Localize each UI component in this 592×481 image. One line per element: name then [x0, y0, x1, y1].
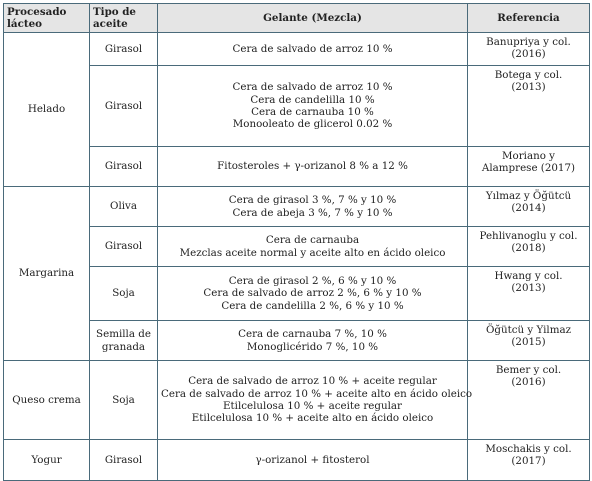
- referencia-line: (2014): [511, 202, 546, 215]
- referencia-cell: [468, 66, 590, 147]
- gelante-cell: [158, 66, 468, 147]
- aceite-cell: Girasol: [90, 33, 158, 66]
- gelant-table: [3, 3, 590, 481]
- aceite-cell: Soja: [90, 267, 158, 321]
- referencia-line: Pehlivanoglu y col.: [479, 230, 578, 242]
- aceite-cell: Oliva: [90, 187, 158, 227]
- gelante-cell: [158, 33, 468, 66]
- referencia-line: (2018): [511, 242, 546, 255]
- gelante-line: Cera de salvado de arroz 2 %, 6 % y 10 %: [203, 287, 422, 300]
- header-gelante: Gelante (Mezcla): [158, 4, 468, 33]
- referencia-line: (2013): [511, 81, 546, 94]
- gelante-line: Cera de salvado de arroz 10 % + aceite alto en ácido oleico: [161, 387, 473, 400]
- aceite-cell: Girasol: [90, 440, 158, 481]
- gelante-cell: [158, 187, 468, 227]
- referencia-line: Hwang y col.: [494, 270, 563, 282]
- table-row: [4, 147, 590, 187]
- referencia-line: Botega y col.: [494, 69, 563, 81]
- referencia-cell: [468, 33, 590, 66]
- header-referencia: Referencia: [468, 4, 590, 33]
- gelante-cell: [158, 440, 468, 481]
- gelante-line: Etilcelulosa 10 % + aceite regular: [223, 400, 402, 412]
- gelante-line: Cera de carnauba: [265, 234, 360, 247]
- table-row: [4, 187, 590, 227]
- referencia-line: Moschakis y col.: [485, 443, 572, 455]
- referencia-cell: [468, 227, 590, 267]
- aceite-cell: Girasol: [90, 147, 158, 187]
- gelante-cell: [158, 227, 468, 267]
- gelante-cell: [158, 361, 473, 440]
- procesado-cell: Yogur: [4, 440, 90, 481]
- gelante-cell: [158, 267, 468, 321]
- gelante-cell: [158, 147, 468, 187]
- procesado-cell: Queso crema: [4, 361, 90, 440]
- header-row: [4, 4, 590, 33]
- table-row: [4, 267, 590, 321]
- gelante-line: Cera de carnauba 10 %: [251, 106, 374, 118]
- header-procesado: Procesado lácteo: [4, 4, 90, 33]
- table-row: [4, 361, 590, 440]
- gelante-cell: [158, 321, 468, 361]
- gelante-line: Fitosteroles + γ-orizanol 8 % a 12 %: [217, 160, 408, 173]
- table-row: [4, 440, 590, 481]
- table-row: [4, 66, 590, 147]
- referencia-cell: [468, 147, 590, 187]
- gelante-line: Cera de candelilla 2 %, 6 % y 10 %: [221, 299, 404, 312]
- header-aceite: Tipo de aceite: [90, 4, 158, 33]
- gelante-line: γ-orizanol + fitosterol: [255, 453, 370, 466]
- aceite-cell: Girasol: [90, 227, 158, 267]
- referencia-line: (2016): [511, 376, 546, 389]
- referencia-line: (2015): [511, 336, 546, 349]
- aceite-cell: Semilla de granada: [90, 321, 158, 361]
- referencia-cell: [468, 321, 590, 361]
- referencia-cell: [468, 440, 590, 481]
- gelante-line: Cera de candelilla 10 %: [250, 93, 375, 106]
- aceite-cell: Soja: [90, 361, 158, 440]
- referencia-cell: [468, 187, 590, 227]
- aceite-cell: Girasol: [90, 66, 158, 147]
- gelante-line: Cera de salvado de arroz 10 %: [232, 81, 393, 94]
- gelante-line: Cera de salvado de arroz 10 % + aceite regular: [188, 375, 437, 388]
- referencia-cell: [468, 361, 590, 440]
- gelante-line: Cera de abeja 3 %, 7 % y 10 %: [232, 206, 393, 219]
- referencia-line: Alamprese (2017): [481, 162, 576, 175]
- referencia-line: (2017): [511, 455, 546, 468]
- procesado-cell: Helado: [4, 33, 90, 187]
- procesado-cell: Margarina: [4, 187, 90, 361]
- gelante-line: Monooleato de glicerol 0.02 %: [232, 118, 393, 131]
- referencia-line: (2016): [511, 48, 546, 61]
- table-row: [4, 227, 590, 267]
- referencia-cell: [468, 267, 590, 321]
- referencia-line: Yılmaz y Öğütcü: [485, 190, 572, 202]
- referencia-line: Moriano y: [501, 150, 556, 162]
- referencia-line: Öğütcü y Yilmaz: [485, 324, 572, 336]
- referencia-line: (2013): [511, 282, 546, 295]
- table-row: [4, 321, 590, 361]
- gelante-line: Mezclas aceite normal y aceite alto en ácido oleico: [179, 246, 446, 259]
- gelante-line: Cera de salvado de arroz 10 %: [232, 42, 393, 55]
- gelante-line: Etilcelulosa 10 % + aceite alto en ácido oleico: [191, 412, 434, 425]
- gelante-line: Cera de girasol 2 %, 6 % y 10 %: [228, 274, 397, 287]
- gelante-line: Cera de carnauba 7 %, 10 %: [238, 328, 387, 341]
- gelante-line: Monoglicérido 7 %, 10 %: [246, 340, 379, 353]
- table-container: [3, 3, 590, 481]
- table-row: [4, 33, 590, 66]
- referencia-line: Banupriya y col.: [486, 36, 571, 48]
- referencia-line: Bemer y col.: [495, 364, 562, 376]
- gelante-line: Cera de girasol 3 %, 7 % y 10 %: [228, 194, 397, 207]
